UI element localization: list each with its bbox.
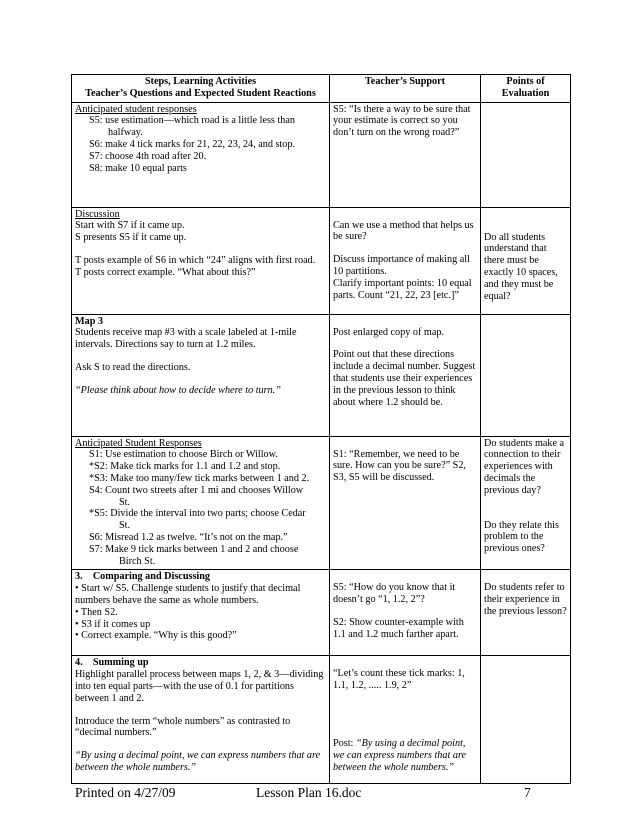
lesson-plan-table [71,74,571,784]
row3-evaluation [481,314,571,436]
table-row [72,314,571,436]
row2-support-3: Clarify important points: 10 equal parts. Count “21, 22, 23 [etc.]” [333,277,472,301]
row4-evaluation [481,436,571,570]
list-item: *S3: Make too many/few tick marks between 1 and 2. [89,472,310,484]
row2-support [330,207,481,314]
row4-title: Anticipated Student Responses [75,437,202,449]
row6-support [330,656,481,784]
row2-line: T posts example of S6 in which “24” aligns with first road. [75,254,316,266]
row6-title: 4. Summing up [75,657,149,669]
row5-line: • Then S2. [75,606,118,618]
table-row [72,102,571,207]
row4-support-text: S1: “Remember, we need to be sure. How can you be sure?” S2, S3, S5 will be discussed. [333,448,466,484]
header-support: Teacher’s Support [330,75,481,103]
row5-steps [72,570,330,656]
list-item: S6: make 4 tick marks for 21, 22, 23, 24, and stop. [89,138,295,150]
header-evaluation-line1: Points of [506,76,545,87]
header-steps [72,75,330,103]
row6-quote: “By using a decimal point, we can express numbers that are between the whole numbers.” [75,750,321,773]
row6-support-2-quote: “By using a decimal point, we can express numbers that are between the whole numbers.” [333,737,467,773]
list-item: halfway. [108,127,143,139]
row2-evaluation [481,207,571,314]
row6-line1: Highlight parallel process between maps 1, 2, & 3—dividing into ten equal parts—with the use of 0.1 for partitions between 1 and 2. [75,669,324,704]
row3-support-1: Post enlarged copy of map. [333,326,445,338]
row3-line1: Students receive map #3 with a scale labeled at 1-mile intervals. Directions say to turn at 1.2 miles. [75,327,297,351]
list-item: S8: make 10 equal parts [89,162,187,174]
row3-quote: “Please think about how to decide where to turn.” [75,384,281,396]
row6-steps [72,656,330,784]
table-row [72,656,571,784]
row5-evaluation [481,570,571,656]
row4-support [330,436,481,570]
row4-evaluation-2: Do they relate this problem to the previous ones? [484,519,559,555]
row4-evaluation-1: Do students make a connection to their experiences with decimals the previous day? [484,437,565,496]
row5-line: • Start w/ S5. Challenge students to justify that decimal numbers behave the same as whole numbers. [75,583,301,606]
row5-support-2: S2: Show counter-example with 1.1 and 1.2 much farther apart. [333,616,464,640]
table-row [72,436,571,570]
list-item: *S5: Divide the interval into two parts; choose Cedar [89,508,306,520]
list-item: S5: use estimation—which road is a little less than [89,115,295,127]
row5-support [330,570,481,656]
list-item: St. [119,520,131,532]
list-item: S7: Make 9 tick marks between 1 and 2 and choose [89,543,299,555]
header-evaluation-line2: Evaluation [501,87,550,99]
row5-line: • S3 if it comes up [75,618,151,630]
row6-support-2-label: Post: [333,737,356,749]
row6-support-2 [333,738,477,773]
row2-line: S presents S5 if it came up. [75,232,187,244]
row2-support-2: Discuss importance of making all 10 partitions. [333,254,470,277]
list-item: S7: choose 4th road after 20. [89,150,207,162]
table-row [72,207,571,314]
row1-steps [72,102,330,207]
row5-support-1: S5: “How do you know that it doesn’t go “1, 1.2, 2”? [333,582,456,606]
list-item: *S2: Make tick marks for 1.1 and 1.2 and stop. [89,461,281,473]
row2-line: Start with S7 if it came up. [75,220,185,232]
row3-line2: Ask S to read the directions. [75,361,191,373]
row5-title: 3. Comparing and Discussing [75,571,211,583]
row5-evaluation-text: Do students refer to their experience in the previous lesson? [484,582,567,617]
list-item: S6: Misread 1.2 as twelve. “It’s not on the map.” [89,531,288,543]
header-steps-line1: Steps, Learning Activities [144,76,257,87]
table-row [72,570,571,656]
footer-filename: Lesson Plan 16.doc [256,785,362,800]
header-evaluation [481,75,571,103]
row2-title: Discussion [75,208,120,220]
row3-steps [72,314,330,436]
row1-support: S5: “Is there a way to be sure that your estimate is correct so you don’t turn on the wrong road?” [330,102,481,207]
row3-support-2: Point out that these directions include a decimal number. Suggest that students use their experiences in the previous lesson to think about where 1.2 should be. [333,349,476,408]
footer-printed-date: Printed on 4/27/09 [75,785,176,800]
row1-title: Anticipated student responses [75,103,197,115]
row3-title: Map 3 [75,315,104,327]
row2-support-1: Can we use a method that helps us be sure? [333,219,474,243]
row4-steps [72,436,330,570]
list-item: Birch St. [119,555,156,567]
row6-evaluation [481,656,571,784]
header-steps-line2: Teacher’s Questions and Expected Student Reactions [85,87,316,99]
list-item: St. [119,496,131,508]
row2-steps [72,207,330,314]
list-item: S1: Use estimation to choose Birch or Willow. [89,449,278,461]
row1-evaluation [481,102,571,207]
row5-line: • Correct example. “Why is this good?” [75,630,237,642]
table-header-row [72,75,571,103]
row6-line2: Introduce the term “whole numbers” as contrasted to “decimal numbers.” [75,715,291,739]
footer-page-number: 7 [524,785,531,800]
row3-support [330,314,481,436]
list-item: S4: Count two streets after 1 mi and chooses Willow [89,484,304,496]
row2-line: T posts correct example. “What about this?” [75,266,256,278]
row6-support-1: “Let’s count these tick marks: 1, 1.1, 1.2, ..... 1.9, 2” [333,668,465,692]
row2-evaluation-text: Do all students understand that there must be exactly 10 spaces, and they must be equal? [484,231,558,302]
